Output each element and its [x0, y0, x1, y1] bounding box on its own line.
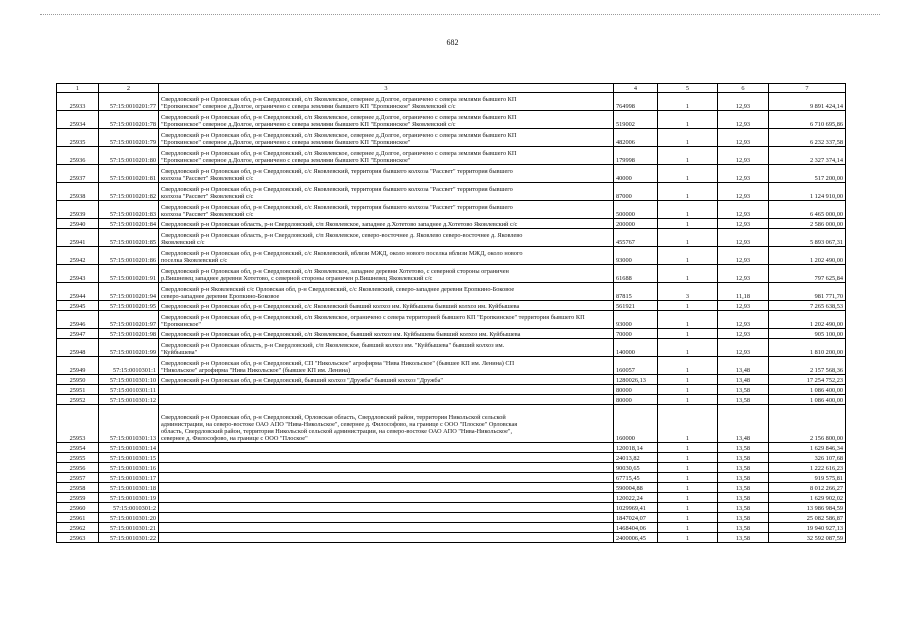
- cost-cell: 905 100,00: [769, 329, 846, 339]
- cost-cell: 797 625,84: [769, 265, 846, 283]
- area-cell: 764998: [614, 93, 658, 111]
- row-number-cell: 25961: [57, 513, 99, 523]
- cadastral-number-cell: 57:15:0010201:86: [99, 247, 159, 265]
- table-row: [57, 265, 846, 283]
- cadastral-number-cell: 57:15:0010201:97: [99, 311, 159, 329]
- share-cell: 1: [658, 311, 718, 329]
- cadastral-number-cell: 57:15:0010301:12: [99, 395, 159, 405]
- description-line: "Куйбышева": [161, 349, 198, 356]
- price-cell: 13,58: [718, 453, 769, 463]
- cost-cell: 517 200,00: [769, 165, 846, 183]
- description-line: Свердловский р-н Орловская обл, р-н Свердловский, с/п Яковлевское, севернее д.Долгое, ограничено с севера землями бывшего КП: [161, 96, 517, 103]
- area-cell: 1468404,06: [614, 523, 658, 533]
- description-cell: [159, 453, 614, 463]
- cadastral-number-cell: 57:15:0010201:95: [99, 301, 159, 311]
- cost-cell: 1 124 910,00: [769, 183, 846, 201]
- cost-cell: 919 575,81: [769, 473, 846, 483]
- row-number-cell: 25933: [57, 93, 99, 111]
- table-row: [57, 395, 846, 405]
- row-number-cell: 25960: [57, 503, 99, 513]
- area-cell: 24013,82: [614, 453, 658, 463]
- cost-cell: 9 891 424,14: [769, 93, 846, 111]
- cost-cell: 1 086 400,00: [769, 385, 846, 395]
- cost-cell: 2 586 000,00: [769, 219, 846, 229]
- description-line: Свердловский р-н Орловская обл, р-н Свердловский, с/п Яковлевское, западнее деревни Хотетово, с северной стороны ограничен: [161, 268, 509, 275]
- description-line: Свердловский р-н Орловская обл, р-н Свердловский, с/с Яковлевский бывший колхоз им. Куйбышева бывший колхоз им. Куйбышева: [161, 303, 520, 310]
- cost-cell: 7 265 638,53: [769, 301, 846, 311]
- row-number-cell: 25947: [57, 329, 99, 339]
- description-line: Свердловский р-н Орловская обл, р-н Свердловский, с/п Яковлевское, ограничено с севера территорией бывшего КП "Еропкинское" территория бывшего КП: [161, 314, 585, 321]
- price-cell: 12,93: [718, 265, 769, 283]
- area-cell: 519002: [614, 111, 658, 129]
- cost-cell: 19 940 927,13: [769, 523, 846, 533]
- row-number-cell: 25948: [57, 339, 99, 357]
- row-number-cell: 25940: [57, 219, 99, 229]
- price-cell: 12,93: [718, 229, 769, 247]
- row-number-cell: 25959: [57, 493, 99, 503]
- row-number-cell: 25952: [57, 395, 99, 405]
- table-row: [57, 247, 846, 265]
- price-cell: 13,58: [718, 503, 769, 513]
- description-cell: [159, 165, 614, 183]
- table-row: [57, 357, 846, 375]
- description-cell: [159, 357, 614, 375]
- table-row: [57, 375, 846, 385]
- description-cell: [159, 111, 614, 129]
- description-cell: [159, 183, 614, 201]
- description-line: р.Вишневец западнее деревни Хотетово, с северной стороны ограничен р.Вишневец Яковлевский с/с: [161, 275, 433, 282]
- area-cell: 70000: [614, 329, 658, 339]
- description-cell: [159, 247, 614, 265]
- table-row: [57, 219, 846, 229]
- cost-cell: 32 592 087,59: [769, 533, 846, 543]
- description-cell: [159, 329, 614, 339]
- row-number-cell: 25944: [57, 283, 99, 301]
- cost-cell: 1 629 902,02: [769, 493, 846, 503]
- table-row: [57, 129, 846, 147]
- share-cell: 1: [658, 301, 718, 311]
- area-cell: 160057: [614, 357, 658, 375]
- price-cell: 12,93: [718, 201, 769, 219]
- share-cell: 1: [658, 443, 718, 453]
- share-cell: 1: [658, 395, 718, 405]
- description-line: область, Свердловский район, территория Никольской сельской администрации, на северо-востоке ОАО АПО "Нива-Никольское",: [161, 428, 513, 435]
- share-cell: 1: [658, 523, 718, 533]
- cadastral-number-cell: 57:15:0010301:2: [99, 503, 159, 513]
- table-row: [57, 513, 846, 523]
- area-cell: 482006: [614, 129, 658, 147]
- price-cell: 13,58: [718, 385, 769, 395]
- share-cell: 1: [658, 493, 718, 503]
- price-cell: 13,58: [718, 395, 769, 405]
- row-number-cell: 25934: [57, 111, 99, 129]
- description-line: Свердловский р-н Орловская обл, р-н Свердловский, СП "Никольское" агрофирма "Нива Никольское" (бывшее КП им. Ленина) СП: [161, 360, 515, 367]
- price-cell: 12,93: [718, 301, 769, 311]
- cost-cell: 1 202 490,00: [769, 247, 846, 265]
- table-row: [57, 493, 846, 503]
- description-cell: [159, 523, 614, 533]
- description-cell: [159, 375, 614, 385]
- description-cell: [159, 229, 614, 247]
- cost-cell: 326 107,68: [769, 453, 846, 463]
- cost-cell: 1 810 200,00: [769, 339, 846, 357]
- description-line: Свердловский р-н Орловская обл, р-н Свердловский, с/п Яковлевское, севернее д.Долгое, ограничено с севера землями бывшего КП: [161, 114, 517, 121]
- share-cell: 1: [658, 93, 718, 111]
- description-line: Свердловский р-н Орловская обл, р-н Свердловский, с/с Яковлевский, территория бывшего колхоза "Рассвет" территория бывшего: [161, 186, 513, 193]
- area-cell: 1847024,07: [614, 513, 658, 523]
- area-cell: 40000: [614, 165, 658, 183]
- price-cell: 13,58: [718, 493, 769, 503]
- cost-cell: 1 086 400,00: [769, 395, 846, 405]
- cadastral-number-cell: 57:15:0010201:77: [99, 93, 159, 111]
- share-cell: 1: [658, 229, 718, 247]
- share-cell: 1: [658, 473, 718, 483]
- header-cell: 5: [658, 84, 718, 93]
- table-row: [57, 453, 846, 463]
- header-cell: 4: [614, 84, 658, 93]
- row-number-cell: 25956: [57, 463, 99, 473]
- description-cell: [159, 443, 614, 453]
- area-cell: 561921: [614, 301, 658, 311]
- description-line: Свердловский р-н Орловская область, р-н Свердловский, с/п Яковлевское, северо-восточнее д. Яковлево северо-восточнее д. Яковлево: [161, 232, 523, 239]
- table-row: [57, 201, 846, 219]
- area-cell: 500000: [614, 201, 658, 219]
- header-cell: 1: [57, 84, 99, 93]
- share-cell: 1: [658, 329, 718, 339]
- area-cell: 200000: [614, 219, 658, 229]
- cost-cell: 25 082 586,87: [769, 513, 846, 523]
- cost-cell: 2 156 800,00: [769, 405, 846, 443]
- table-row: [57, 503, 846, 513]
- cadastral-number-cell: 57:15:0010301:1: [99, 357, 159, 375]
- description-cell: [159, 463, 614, 473]
- registry-table: [56, 83, 846, 543]
- description-cell: [159, 513, 614, 523]
- table-row: [57, 111, 846, 129]
- price-cell: 12,93: [718, 147, 769, 165]
- description-line: поселка Яковлевский с/с: [161, 257, 228, 264]
- cost-cell: 981 771,70: [769, 283, 846, 301]
- table-row: [57, 483, 846, 493]
- cost-cell: 1 202 490,00: [769, 311, 846, 329]
- price-cell: 13,58: [718, 533, 769, 543]
- table-row: [57, 311, 846, 329]
- table-row: [57, 301, 846, 311]
- row-number-cell: 25943: [57, 265, 99, 283]
- share-cell: 1: [658, 503, 718, 513]
- area-cell: 140000: [614, 339, 658, 357]
- area-cell: 93000: [614, 247, 658, 265]
- description-cell: [159, 93, 614, 111]
- cadastral-number-cell: 57:15:0010301:19: [99, 493, 159, 503]
- row-number-cell: 25935: [57, 129, 99, 147]
- cadastral-number-cell: 57:15:0010301:18: [99, 483, 159, 493]
- description-line: Свердловский р-н Орловская область, р-н Свердловский, с/п Яковлевское, западнее д.Хотетово западнее д.Хотетово Яковлевский с/с: [161, 221, 518, 228]
- cost-cell: 2 327 374,14: [769, 147, 846, 165]
- row-number-cell: 25954: [57, 443, 99, 453]
- row-number-cell: 25949: [57, 357, 99, 375]
- description-cell: [159, 201, 614, 219]
- share-cell: 1: [658, 453, 718, 463]
- area-cell: 1029969,41: [614, 503, 658, 513]
- row-number-cell: 25953: [57, 405, 99, 443]
- area-cell: 1280026,13: [614, 375, 658, 385]
- description-cell: [159, 283, 614, 301]
- price-cell: 13,58: [718, 513, 769, 523]
- share-cell: 1: [658, 219, 718, 229]
- row-number-cell: 25937: [57, 165, 99, 183]
- price-cell: 13,58: [718, 463, 769, 473]
- row-number-cell: 25957: [57, 473, 99, 483]
- description-cell: [159, 483, 614, 493]
- cadastral-number-cell: 57:15:0010201:80: [99, 147, 159, 165]
- header-cell: 2: [99, 84, 159, 93]
- description-line: "Еропкинское" северное д.Долгое, ограничено с севера землями бывшего КП "Еропкинское" Яковлевский с/с: [161, 103, 456, 110]
- row-number-cell: 25939: [57, 201, 99, 219]
- share-cell: 1: [658, 405, 718, 443]
- area-cell: 120022,24: [614, 493, 658, 503]
- share-cell: 3: [658, 283, 718, 301]
- area-cell: 93000: [614, 311, 658, 329]
- area-cell: 90030,65: [614, 463, 658, 473]
- price-cell: 12,93: [718, 339, 769, 357]
- table-row: [57, 443, 846, 453]
- price-cell: 12,93: [718, 219, 769, 229]
- cost-cell: 6 710 695,86: [769, 111, 846, 129]
- table-row: [57, 463, 846, 473]
- price-cell: 12,93: [718, 111, 769, 129]
- description-line: "Еропкинское" северное д.Долгое, ограничено с севера землями бывшего КП "Еропкинское": [161, 157, 411, 164]
- share-cell: 1: [658, 201, 718, 219]
- price-cell: 11,18: [718, 283, 769, 301]
- area-cell: 67715,45: [614, 473, 658, 483]
- row-number-cell: 25950: [57, 375, 99, 385]
- cost-cell: 6 232 337,58: [769, 129, 846, 147]
- cadastral-number-cell: 57:15:0010301:10: [99, 375, 159, 385]
- share-cell: 1: [658, 129, 718, 147]
- description-line: колхоза "Рассвет" Яковлевский с/с: [161, 211, 254, 218]
- row-number-cell: 25941: [57, 229, 99, 247]
- row-number-cell: 25958: [57, 483, 99, 493]
- description-cell: [159, 503, 614, 513]
- row-number-cell: 25951: [57, 385, 99, 395]
- cadastral-number-cell: 57:15:0010201:98: [99, 329, 159, 339]
- table-row: [57, 165, 846, 183]
- table-body: [57, 93, 846, 543]
- cost-cell: 1 222 616,23: [769, 463, 846, 473]
- table-row: [57, 93, 846, 111]
- price-cell: 13,58: [718, 483, 769, 493]
- cadastral-number-cell: 57:15:0010201:99: [99, 339, 159, 357]
- row-number-cell: 25963: [57, 533, 99, 543]
- cadastral-number-cell: 57:15:0010301:22: [99, 533, 159, 543]
- description-cell: [159, 311, 614, 329]
- description-cell: [159, 265, 614, 283]
- description-line: Свердловский р-н Яковлевский с/с Орловская обл, р-н Свердловский, с/с Яковлевский, северо-западнее деревни Еропкино-Боковое: [161, 286, 515, 293]
- description-cell: [159, 405, 614, 443]
- price-cell: 13,58: [718, 443, 769, 453]
- price-cell: 12,93: [718, 93, 769, 111]
- table-row: [57, 523, 846, 533]
- description-line: Свердловский р-н Орловская обл, р-н Свердловский, с/с Яковлевский, территория бывшего колхоза "Рассвет" территория бывшего: [161, 204, 513, 211]
- area-cell: 80000: [614, 395, 658, 405]
- share-cell: 1: [658, 111, 718, 129]
- table-row: [57, 405, 846, 443]
- cadastral-number-cell: 57:15:0010301:21: [99, 523, 159, 533]
- description-line: Свердловский р-н Орловская обл, р-н Свердловский, с/п Яковлевское, севернее д.Долгое, ограничено с севера землями бывшего КП: [161, 132, 517, 139]
- table-row: [57, 385, 846, 395]
- share-cell: 1: [658, 463, 718, 473]
- cost-cell: 2 157 568,36: [769, 357, 846, 375]
- cadastral-number-cell: 57:15:0010201:91: [99, 265, 159, 283]
- description-line: Свердловский р-н Орловская обл, р-н Свердловский, с/п Яковлевское, севернее д.Долгое, ограничено с севера землями бывшего КП: [161, 150, 517, 157]
- price-cell: 12,93: [718, 311, 769, 329]
- area-cell: 179998: [614, 147, 658, 165]
- cadastral-number-cell: 57:15:0010201:82: [99, 183, 159, 201]
- price-cell: 12,93: [718, 183, 769, 201]
- cadastral-number-cell: 57:15:0010301:13: [99, 405, 159, 443]
- description-line: колхоза "Рассвет" Яковлевский с/с: [161, 175, 254, 182]
- cadastral-number-cell: 57:15:0010301:16: [99, 463, 159, 473]
- cost-cell: 17 254 752,23: [769, 375, 846, 385]
- table-row: [57, 283, 846, 301]
- table-row: [57, 339, 846, 357]
- description-line: "Еропкинское" северное д.Долгое, ограничено с севера землями бывшего КП "Еропкинское" Яковлевский с/с: [161, 121, 456, 128]
- area-cell: 61688: [614, 265, 658, 283]
- share-cell: 1: [658, 247, 718, 265]
- cost-cell: 13 986 984,59: [769, 503, 846, 513]
- cadastral-number-cell: 57:15:0010201:83: [99, 201, 159, 219]
- description-line: колхоза "Рассвет" Яковлевский с/с: [161, 193, 254, 200]
- cadastral-number-cell: 57:15:0010201:85: [99, 229, 159, 247]
- description-cell: [159, 301, 614, 311]
- price-cell: 13,58: [718, 473, 769, 483]
- cadastral-number-cell: 57:15:0010201:78: [99, 111, 159, 129]
- share-cell: 1: [658, 265, 718, 283]
- header-cell: 6: [718, 84, 769, 93]
- description-line: "Никольское" агрофирма "Нива Никольское" (бывшее КП им. Ленина): [161, 367, 351, 374]
- table-row: [57, 533, 846, 543]
- row-number-cell: 25962: [57, 523, 99, 533]
- share-cell: 1: [658, 533, 718, 543]
- area-cell: 87815: [614, 283, 658, 301]
- price-cell: 13,48: [718, 375, 769, 385]
- share-cell: 1: [658, 165, 718, 183]
- description-cell: [159, 147, 614, 165]
- description-cell: [159, 219, 614, 229]
- header-cell: 3: [159, 84, 614, 93]
- table-row: [57, 229, 846, 247]
- description-line: Свердловский р-н Орловская обл, р-н Свердловский, бывший колхоз "Дружба" бывший колхоз "Дружба": [161, 377, 444, 384]
- cost-cell: 8 012 266,27: [769, 483, 846, 493]
- description-line: администрации, на северо-востоке ОАО АПО "Нива-Никольское", севернее д. Философово, на границе с ООО "Плоское" Орловская: [161, 421, 518, 428]
- row-number-cell: 25938: [57, 183, 99, 201]
- description-line: Яковлевский с/с: [161, 239, 205, 246]
- description-line: Свердловский р-н Орловская обл, р-н Свердловский, с/с Яковлевский, вблизи МЖД, около нового поселка вблизи МЖД, около нового: [161, 250, 523, 257]
- description-cell: [159, 493, 614, 503]
- price-cell: 13,48: [718, 357, 769, 375]
- price-cell: 12,93: [718, 129, 769, 147]
- table-row: [57, 183, 846, 201]
- description-line: Свердловский р-н Орловская обл, р-н Свердловский, с/п Яковлевское, бывший колхоз им. Куйбышева бывший колхоз им. Куйбышева: [161, 331, 521, 338]
- description-line: "Еропкинское": [161, 321, 202, 328]
- row-number-cell: 25942: [57, 247, 99, 265]
- row-number-cell: 25946: [57, 311, 99, 329]
- price-cell: 12,93: [718, 329, 769, 339]
- area-cell: 80000: [614, 385, 658, 395]
- description-cell: [159, 385, 614, 395]
- share-cell: 1: [658, 375, 718, 385]
- description-cell: [159, 473, 614, 483]
- area-cell: 2400006,45: [614, 533, 658, 543]
- description-cell: [159, 339, 614, 357]
- cadastral-number-cell: 57:15:0010301:20: [99, 513, 159, 523]
- page-number: 682: [446, 38, 459, 47]
- area-cell: 87000: [614, 183, 658, 201]
- table-row: [57, 473, 846, 483]
- area-cell: 455767: [614, 229, 658, 247]
- scan-edge-line: [40, 14, 880, 16]
- share-cell: 1: [658, 183, 718, 201]
- row-number-cell: 25955: [57, 453, 99, 463]
- header-row: [57, 84, 846, 93]
- area-cell: 590004,88: [614, 483, 658, 493]
- description-cell: [159, 129, 614, 147]
- share-cell: 1: [658, 483, 718, 493]
- description-line: северо-западнее деревни Еропкино-Боковое: [161, 293, 280, 300]
- description-line: Свердловский р-н Орловская область, р-н Свердловский, с/п Яковлевское, бывший колхоз им. "Куйбышева" бывший колхоз им.: [161, 342, 505, 349]
- cadastral-number-cell: 57:15:0010201:84: [99, 219, 159, 229]
- share-cell: 1: [658, 147, 718, 165]
- price-cell: 13,48: [718, 405, 769, 443]
- row-number-cell: 25945: [57, 301, 99, 311]
- description-line: Свердловский р-н Орловская обл, р-н Свердловский, Орловская область, Свердловский район, территория Никольской сельской: [161, 414, 506, 421]
- price-cell: 13,58: [718, 523, 769, 533]
- area-cell: 120018,14: [614, 443, 658, 453]
- share-cell: 1: [658, 513, 718, 523]
- price-cell: 12,93: [718, 247, 769, 265]
- description-line: севернее д. Философово, на границе с ООО "Плоское": [161, 435, 308, 442]
- cadastral-number-cell: 57:15:0010301:11: [99, 385, 159, 395]
- table-row: [57, 147, 846, 165]
- description-line: "Еропкинское" северное д.Долгое, ограничено с севера землями бывшего КП "Еропкинское": [161, 139, 411, 146]
- price-cell: 12,93: [718, 165, 769, 183]
- row-number-cell: 25936: [57, 147, 99, 165]
- description-line: Свердловский р-н Орловская обл, р-н Свердловский, с/с Яковлевский, территория бывшего колхоза "Рассвет" территория бывшего: [161, 168, 513, 175]
- area-cell: 160000: [614, 405, 658, 443]
- cost-cell: 5 893 067,31: [769, 229, 846, 247]
- cadastral-number-cell: 57:15:0010201:81: [99, 165, 159, 183]
- cadastral-number-cell: 57:15:0010201:79: [99, 129, 159, 147]
- share-cell: 1: [658, 357, 718, 375]
- header-cell: 7: [769, 84, 846, 93]
- cadastral-number-cell: 57:15:0010201:94: [99, 283, 159, 301]
- cost-cell: 6 465 000,00: [769, 201, 846, 219]
- share-cell: 1: [658, 339, 718, 357]
- cadastral-number-cell: 57:15:0010301:17: [99, 473, 159, 483]
- cadastral-number-cell: 57:15:0010301:14: [99, 443, 159, 453]
- share-cell: 1: [658, 385, 718, 395]
- description-cell: [159, 395, 614, 405]
- cost-cell: 1 629 846,34: [769, 443, 846, 453]
- table-row: [57, 329, 846, 339]
- cadastral-number-cell: 57:15:0010301:15: [99, 453, 159, 463]
- description-cell: [159, 533, 614, 543]
